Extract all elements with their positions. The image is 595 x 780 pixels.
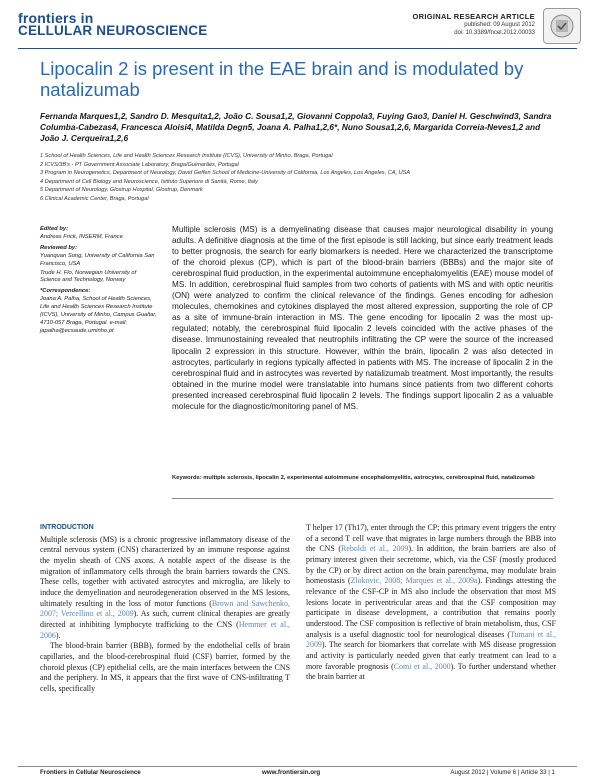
affiliation-2: 2 ICVS/3B's - PT Government Associate Laboratory, Braga/Guimarães, Portugal: [40, 161, 239, 168]
author-names: Fernanda Marques1,2, Sandro D. Mesquita1,2, João C. Sousa1,2, Giovanni Coppola3, Fuying Gao3, Daniel H. Geschwind3, Sandra Columba-Cabezas4, Francesca Aloisi4, Matilda Degn5, Joana A. Palha1,2,6*, Nuno Sousa1,2,6, Margarida Correia-Neves1,2 and João J. Cerqueira1,2,6: [40, 111, 552, 143]
edited-by-label: Edited by:: [40, 226, 69, 232]
footer-journal: Frontiers in Cellular Neuroscience: [40, 769, 141, 776]
correspondence-label: *Correspondence:: [40, 288, 91, 295]
affiliation-1: 1 School of Health Sciences, Life and Health Sciences Research Institute (ICVS), University of Minho, Braga, Portugal: [40, 153, 333, 159]
citation-link[interactable]: Hemmer et al., 2006: [40, 619, 290, 640]
citation-link[interactable]: Zlokovic, 2008; Marques et al., 2009a: [350, 576, 478, 586]
footer-issue: August 2012 | Volume 6 | Article 33 | 1: [450, 769, 555, 776]
article-title: Lipocalin 2 is present in the EAE brain and is modulated by natalizumab: [40, 58, 524, 100]
header-divider: [18, 48, 577, 49]
reviewer-2: Trude H. Flo, Norwegian University of Science and Technology, Norway: [40, 269, 137, 284]
affiliation-3: 3 Program in Neurogenetics, Department of Neurology, David Geffen School of Medicine-University of California, Los Angeles, Los Angeles, CA, USA: [40, 170, 411, 176]
reviewer-1: Yuanquan Song, University of California San Francisco, USA: [40, 252, 155, 267]
edited-by: Andreas Frick, INSERM, France: [40, 233, 123, 240]
doi[interactable]: doi: 10.3389/fncel.2012.00033: [454, 30, 535, 36]
crossmark-icon[interactable]: [543, 8, 581, 44]
citation-link[interactable]: Reboldi et al., 2009: [341, 544, 409, 554]
text-run: ). In addition, the brain barriers are also of primary interest given their secretome, which, via the CSF (mostly produced by the CP) or by direct action on the brain parenchyma, may modulate brain homeostasis (: [306, 544, 556, 586]
text-run: ). As such, current clinical therapies are greatly directed at inhibiting lymphocyte trafficking to the CNS (: [40, 609, 290, 629]
affiliation-6: 6 Clinical Academic Center, Braga, Portugal: [40, 195, 149, 202]
journal-logo-line1: frontiers in: [18, 10, 94, 26]
paragraph-3: [306, 523, 556, 683]
text-run: T helper 17 (Th17), enter through the CP; this primary event triggers the entry of a second T cell wave that migrates in large numbers through the BBB into the CNS (: [306, 523, 556, 554]
citation-link[interactable]: Brown and Sawchenko, 2007; Vercellino et al., 2009: [40, 598, 290, 619]
published-date: published: 09 August 2012: [464, 22, 535, 28]
journal-logo-line2: CELLULAR NEUROSCIENCE: [18, 23, 208, 38]
editorial-sidebar: [40, 226, 158, 339]
text-run: ). The search for biomarkers that correlate with MS disease progression and activity is particularly needed given that early treatment can lead to a more favorable prognosis (: [306, 640, 556, 671]
text-run: ). To further understand whether the brain barrier at: [306, 661, 556, 682]
citation-link[interactable]: Tumani et al., 2009: [306, 629, 556, 650]
body-column-right: [306, 523, 556, 683]
article-type: ORIGINAL RESEARCH ARTICLE: [412, 12, 535, 21]
crossmark-graphic: [549, 13, 575, 39]
text-run: ). Findings attesting the relevance of the CSF-CP in MS also include the observation that most MS lesions locate in periventricular areas and that the CSF composition may participate in disease development, a contribution that remains poorly understood. The CSF composition is reflective of brain metabolism, thus, CSF analysis is a useful diagnostic tool for neurological diseases (: [306, 576, 557, 639]
reviewed-by-label: Reviewed by:: [40, 244, 78, 251]
affiliation-4: 4 Department of Cell Biology and Neuroscience, Istituto Superiore di Sanità, Rome, Italy: [40, 178, 258, 185]
keywords: [172, 474, 553, 482]
paragraph-2: The blood-brain barrier (BBB), formed by the endothelial cells of brain capillaries, and the blood-cerebrospinal fluid (CSF) barrier, formed by the choroid plexus (CP) epithelial cells, are the main interfaces between the CNS and the periphery. In MS, it appears that the first wave of CNS-infiltrating T cells, specifically: [40, 641, 290, 693]
citation-link[interactable]: Comi et al., 2000: [393, 661, 451, 671]
text-run: ).: [55, 630, 61, 640]
footer-website[interactable]: www.frontiersin.org: [262, 769, 321, 776]
text-run: Multiple sclerosis (MS) is a chronic progressive inflammatory disease of the central nervous system (CNS) characterized by an immune response against the myelin sheath of CNS axons. A notable aspect of the disease is the migration of inflammatory cells through the brain barriers towards the CNS. These cells, together with activated astrocytes and microglia, are likely to induce the demyelination and neurodegeneration observed in the MS lesions, ultimately resulting in the loss of motor functions (: [40, 534, 290, 608]
keywords-list: multiple sclerosis, lipocalin 2, experimental autoimmune encephalomyelitis, astrocytes, cerebrospinal fluid, natalizumab: [203, 475, 535, 481]
footer-divider: [18, 766, 577, 767]
keywords-divider: [172, 498, 553, 499]
author-list: [40, 111, 560, 144]
affiliation-5: 5 Department of Neurology, Glostrup Hospital, Glostrup, Denmark: [40, 187, 203, 193]
section-heading-introduction: INTRODUCTION: [40, 524, 94, 531]
body-column-left: [40, 523, 290, 695]
correspondence: Joana A. Palha, School of Health Sciences, Life and Health Sciences Research Institute (ICVS), University of Minho, Campus Gualtar, 4710-057 Braga, Portugal. e-mail: japalha@ecsaude.uminho.pt: [40, 296, 157, 334]
abstract: Multiple sclerosis (MS) is a demyelinating disease that causes major neurological disability in young adults. A definitive diagnosis at the time of the first episode is still lacking, but since early treatment leads to better prognosis, the search for early biomarkers is needed. Here we characterized the transcriptome of the choroid plexus (CP), which is part of the blood-brain barriers (BBBs) and the major site of cerebrospinal fluid production, in the experimental autoimmune encephalomyelitis (EAE) mouse model of MS. In addition, cerebrospinal fluid samples from two cohorts of patients with MS and with optic neuritis (ON) were analyzed to confirm the clinical relevance of the findings. Genes encoding for adhesion molecules, chemokines and cytokines displayed the most altered expression, supporting the role of CP as a site of immune-brain interaction in MS. The gene encoding for lipocalin 2 was the most up-regulated; notably, the cerebrospinal fluid lipocalin 2 levels coincided with the active phases of the disease. Immunostaining revealed that neutrophils infiltrating the CP were the source of the increased lipocalin 2 expression in this structure. However, within the brain, lipocalin 2 was also detected in astrocytes, particularly in regions typically affected in patients with MS. The increase of lipocalin 2 in the cerebrospinal fluid and in astrocytes was reverted by natalizumab treatment. Most importantly, the results obtained in the murine model were translatable into humans since patients from two different cohorts presented increased cerebrospinal fluid lipocalin 2 levels. The findings support lipocalin 2 as a valuable molecule for the diagnostic/monitoring panel of MS.: [172, 225, 553, 411]
paragraph-1: [40, 535, 290, 642]
article-header-meta: [412, 12, 535, 37]
keywords-label: Keywords:: [172, 475, 202, 481]
affiliations: [40, 152, 580, 203]
